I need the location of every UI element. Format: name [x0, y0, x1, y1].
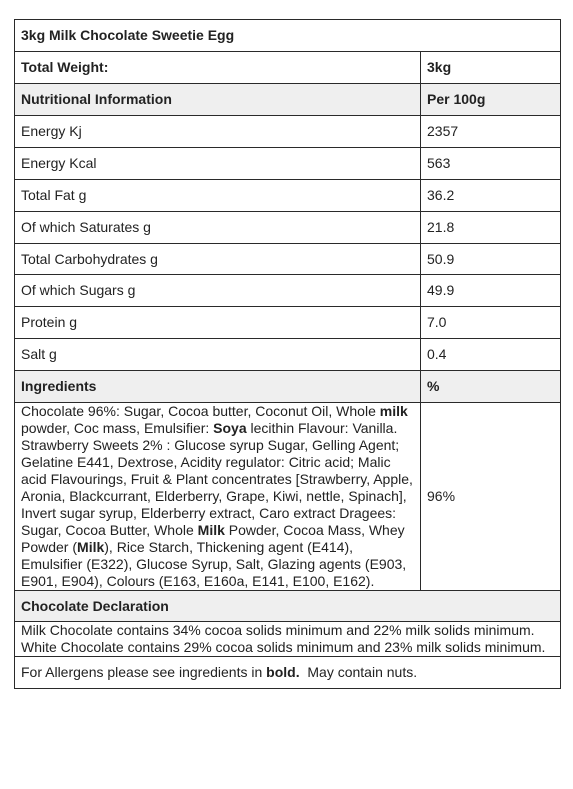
table-row [15, 275, 561, 307]
nutrient-label: Salt g [15, 339, 421, 371]
ingredients-header-value: % [421, 371, 561, 403]
nutrition-header-label: Nutritional Information [15, 84, 421, 116]
declaration-text [15, 622, 561, 657]
nutrition-sheet [14, 19, 560, 689]
table-row [15, 307, 561, 339]
nutrition-header-value: Per 100g [421, 84, 561, 116]
nutrient-value: 50.9 [421, 244, 561, 275]
nutrient-label: Energy Kcal [15, 148, 421, 180]
nutrient-label: Protein g [15, 307, 421, 339]
nutrient-label: Energy Kj [15, 116, 421, 148]
nutrient-value: 2357 [421, 116, 561, 148]
allergens-note [15, 657, 561, 689]
allergens-bold: bold. [266, 664, 300, 680]
nutrient-value: 7.0 [421, 307, 561, 339]
allergens-prefix: For Allergens please see ingredients in [21, 664, 267, 680]
ingredients-part: lecithin Flavour: Vanilla. Strawberry Sweets 2% : Glucose syrup Sugar, Gelling Agent; Gelatine E441, Dextrose, Acidity regulator: Citric acid; Malic acid Flavourings, Fruit & Plant concentrates [Strawberry, Apple, Aronia, Blackcurrant, Elderberry, Grape, Kiwi, nettle, Spinach], Invert sugar syrup, Elderberry extract, Caro extract Dragees: Sugar, Cocoa Butter, Whole [21, 420, 413, 538]
table-row [15, 180, 561, 212]
allergens-suffix: May contain nuts. [299, 664, 418, 680]
ingredients-part: Chocolate 96%: Sugar, Cocoa butter, Coconut Oil, Whole [21, 403, 380, 419]
table-row [15, 339, 561, 371]
ingredients-percent: 96% [421, 403, 561, 591]
table-row [15, 212, 561, 244]
declaration-white: White Chocolate contains 29% cocoa solids minimum and 23% milk solids minimum. [21, 639, 546, 655]
nutrient-label: Total Fat g [15, 180, 421, 212]
nutrient-value: 0.4 [421, 339, 561, 371]
nutrient-label: Of which Sugars g [15, 275, 421, 307]
product-title: 3kg Milk Chocolate Sweetie Egg [15, 20, 561, 52]
nutrition-header-row [15, 84, 561, 116]
allergen-soya: Soya [213, 420, 247, 436]
ingredients-header-label: Ingredients [15, 371, 421, 403]
nutrient-value: 21.8 [421, 212, 561, 244]
nutrient-label: Total Carbohydrates g [15, 244, 421, 275]
declaration-header-row [15, 591, 561, 622]
table-row [15, 244, 561, 275]
declaration-milk: Milk Chocolate contains 34% cocoa solids minimum and 22% milk solids minimum. [21, 622, 535, 638]
ingredients-row [15, 403, 561, 591]
ingredients-header-row [15, 371, 561, 403]
total-weight-value: 3kg [421, 52, 561, 84]
ingredients-part: ), Rice Starch, Thickening agent (E414), Emulsifier (E322), Glucose Syrup, Salt, Glazing agents (E903, E901, E904), Colours (E163, E160a, E141, E100, E162). [21, 539, 407, 589]
ingredients-part: Powder, Cocoa Mass, Whey Powder ( [21, 522, 405, 555]
table-row [15, 116, 561, 148]
total-weight-label: Total Weight: [15, 52, 421, 84]
nutrition-table [14, 19, 561, 689]
ingredients-part: powder, Coc mass, Emulsifier: [21, 420, 214, 436]
table-row [15, 148, 561, 180]
nutrient-value: 49.9 [421, 275, 561, 307]
allergen-milk: Milk [197, 522, 225, 538]
allergens-row [15, 657, 561, 689]
declaration-row [15, 622, 561, 657]
allergen-milk: Milk [77, 539, 105, 555]
declaration-header: Chocolate Declaration [15, 591, 561, 622]
nutrient-value: 563 [421, 148, 561, 180]
ingredients-text [15, 403, 421, 591]
title-row [15, 20, 561, 52]
allergen-milk: milk [379, 403, 408, 419]
nutrient-label: Of which Saturates g [15, 212, 421, 244]
total-weight-row [15, 52, 561, 84]
nutrient-value: 36.2 [421, 180, 561, 212]
